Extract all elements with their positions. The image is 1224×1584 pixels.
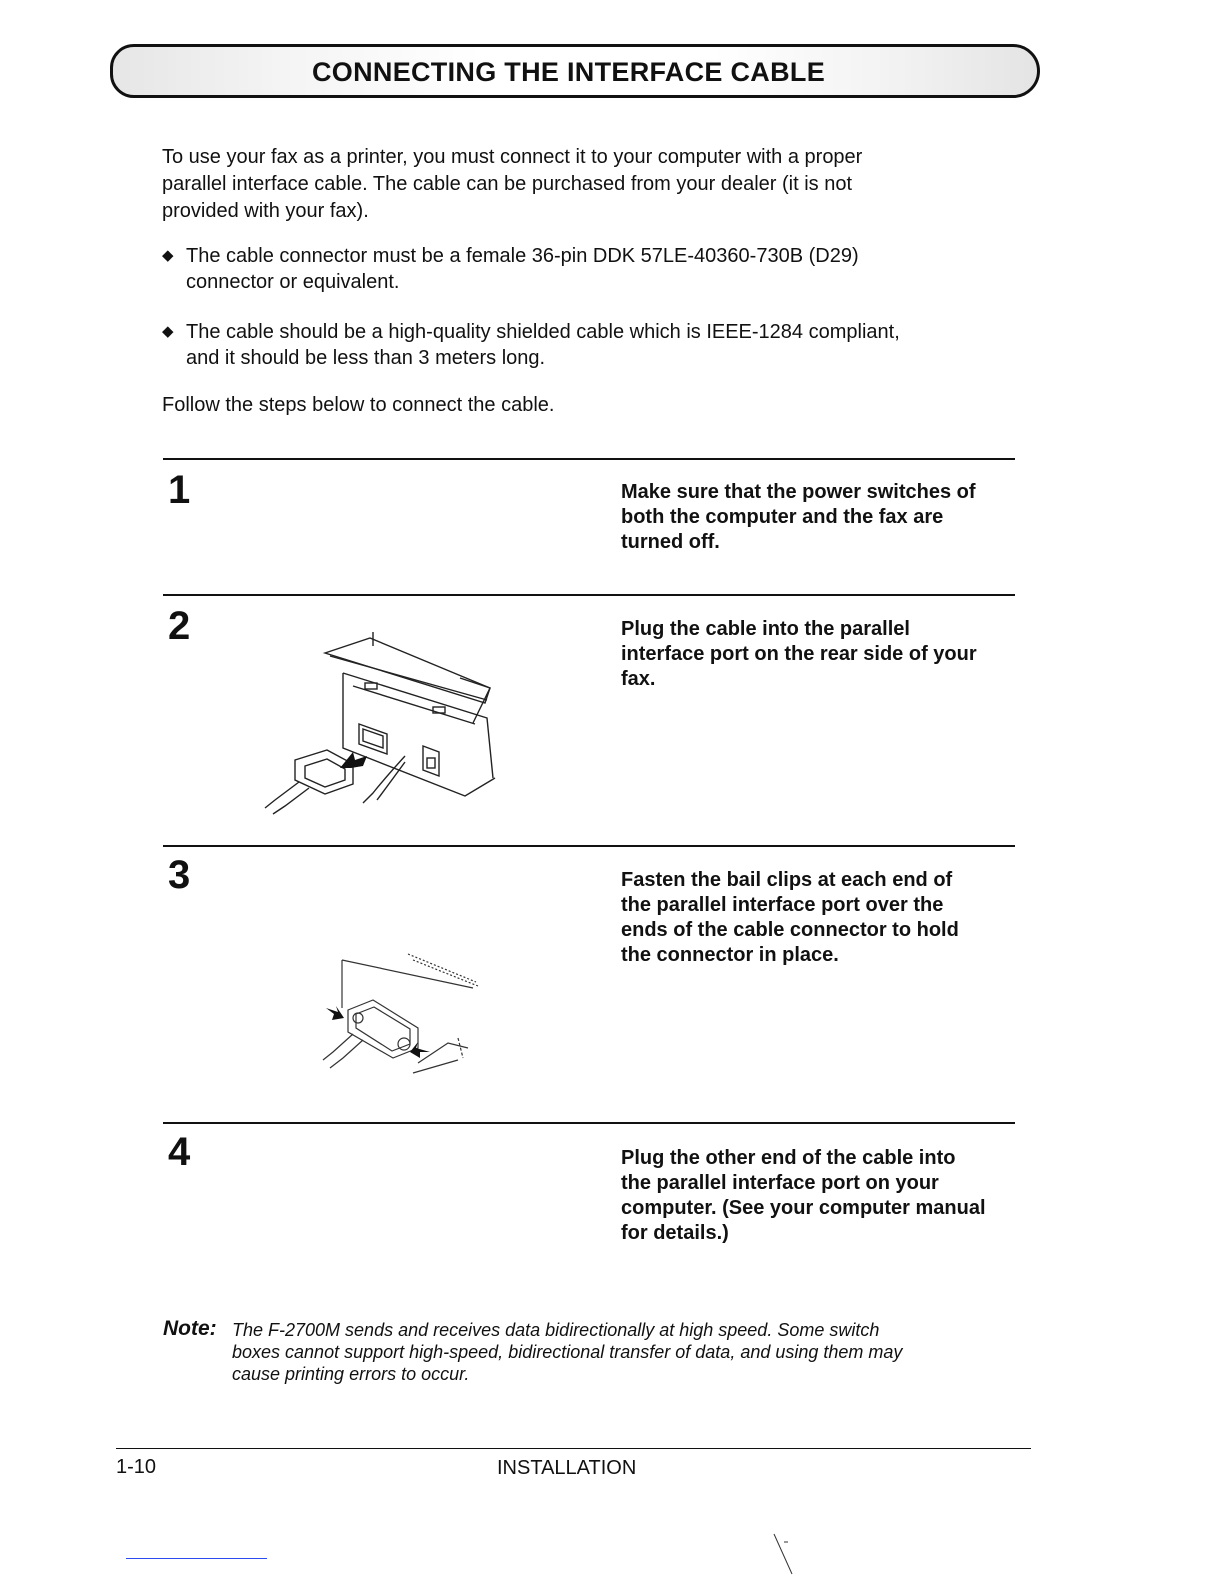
bullet-line: and it should be less than 3 meters long. (186, 347, 546, 369)
intro-paragraph (162, 144, 942, 225)
step-line: both the computer and the fax are (621, 506, 944, 528)
step-line: Fasten the bail clips at each end of (621, 869, 953, 891)
step-line: Plug the other end of the cable into (621, 1147, 956, 1169)
diamond-bullet-icon: ◆ (162, 247, 174, 264)
intro-line: provided with your fax). (162, 200, 369, 222)
step-line: the parallel interface port on your (621, 1172, 939, 1194)
page-number: 1-10 (116, 1456, 157, 1478)
step-line: computer. (See your computer manual (621, 1197, 986, 1219)
step-number: 3 (168, 853, 191, 897)
step-instruction (621, 480, 1021, 555)
step-divider (163, 458, 1015, 460)
bail-clips-illustration (318, 948, 488, 1083)
step-number: 1 (168, 468, 191, 512)
page-title: CONNECTING THE INTERFACE CABLE (312, 57, 826, 87)
step-line: for details.) (621, 1222, 729, 1244)
intro-line: To use your fax as a printer, you must connect it to your computer with a proper (162, 146, 863, 168)
step-line: ends of the cable connector to hold (621, 919, 959, 941)
step-divider (163, 845, 1015, 847)
footer-divider (116, 1448, 1031, 1449)
step-line: turned off. (621, 531, 720, 553)
step-line: the parallel interface port over the (621, 894, 944, 916)
bullet-connector-requirement (162, 243, 962, 295)
follow-steps-text: Follow the steps below to connect the cable. (162, 394, 555, 416)
step-instruction (621, 617, 1021, 692)
step-line: fax. (621, 668, 656, 690)
bullet-line: The cable should be a high-quality shielded cable which is IEEE-1284 compliant, (186, 321, 900, 343)
step-line: Plug the cable into the parallel (621, 618, 910, 640)
fax-rear-port-illustration (255, 628, 505, 818)
bullet-cable-requirement (162, 319, 962, 371)
step-line: Make sure that the power switches of (621, 481, 976, 503)
intro-line: parallel interface cable. The cable can be purchased from your dealer (it is not (162, 173, 853, 195)
step-number: 4 (168, 1130, 191, 1174)
note-line: boxes cannot support high-speed, bidirectional transfer of data, and using them may (232, 1342, 903, 1362)
note-label: Note: (163, 1317, 217, 1340)
note-text (232, 1319, 962, 1385)
section-name: INSTALLATION (497, 1457, 637, 1479)
scan-artifact-line (126, 1558, 267, 1559)
step-divider (163, 594, 1015, 596)
bullet-line: connector or equivalent. (186, 271, 400, 293)
step-divider (163, 1122, 1015, 1124)
note-line: cause printing errors to occur. (232, 1364, 470, 1384)
diamond-bullet-icon: ◆ (162, 323, 174, 340)
note-line: The F-2700M sends and receives data bidirectionally at high speed. Some switch (232, 1320, 880, 1340)
step-line: the connector in place. (621, 944, 839, 966)
step-line: interface port on the rear side of your (621, 643, 977, 665)
step-instruction (621, 1146, 1021, 1246)
bullet-line: The cable connector must be a female 36-pin DDK 57LE-40360-730B (D29) (186, 245, 859, 267)
step-number: 2 (168, 604, 191, 648)
scan-artifact-mark (768, 1530, 798, 1580)
step-instruction (621, 868, 1021, 968)
